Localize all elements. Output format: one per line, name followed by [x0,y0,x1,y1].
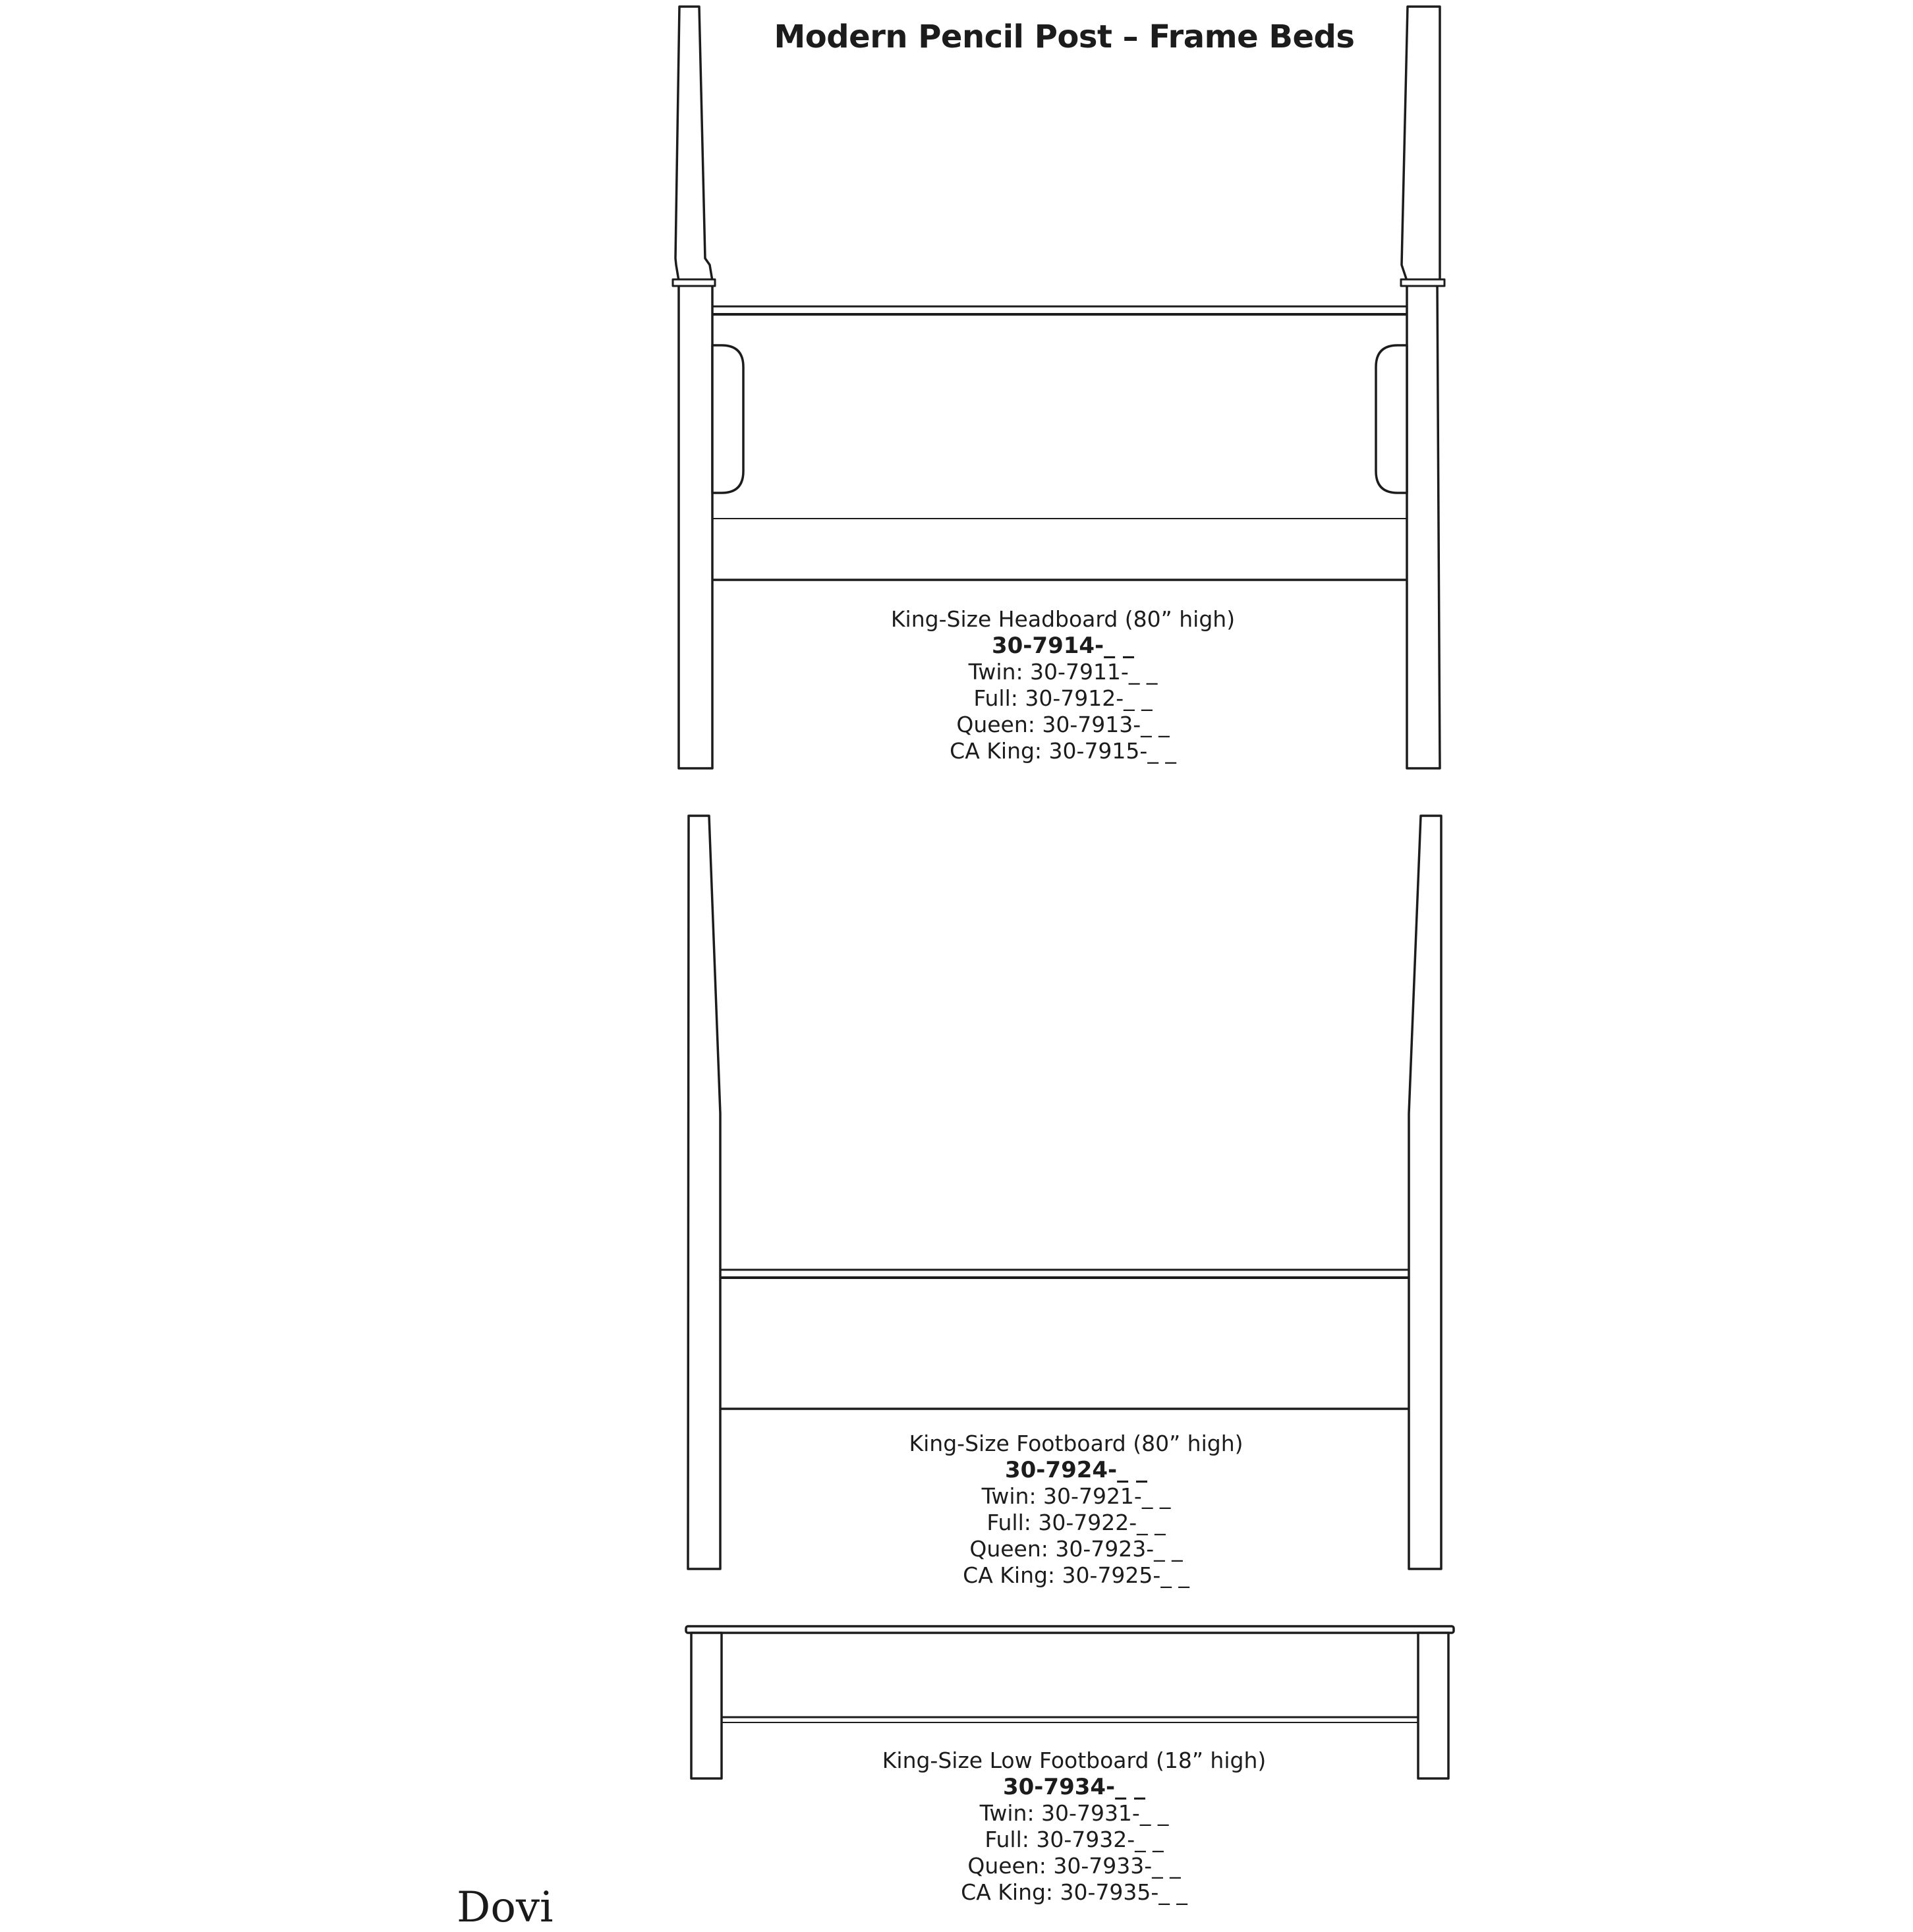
low-footboard-variant: Queen: 30-7933-_ _ [967,1853,1181,1879]
footboard-variant: CA King: 30-7925-_ _ [963,1562,1189,1588]
headboard-right-cutout [1376,345,1407,493]
low-footboard-cap [686,1626,1454,1633]
low-footboard-spec [811,1747,1338,1906]
headboard-right-collar [1401,279,1444,286]
footboard-variant: Full: 30-7922-_ _ [986,1510,1166,1535]
low-footboard-right-leg [1418,1633,1448,1778]
headboard-variant: Full: 30-7912-_ _ [973,685,1153,711]
low-footboard-code: 30-7934-_ _ [1002,1774,1145,1800]
headboard-variant: Twin: 30-7911-_ _ [968,659,1158,685]
headboard-variant: CA King: 30-7915-_ _ [950,738,1176,764]
low-footboard-left-leg [691,1633,722,1778]
low-footboard-variant: Twin: 30-7931-_ _ [979,1800,1169,1826]
low-footboard-variant: Full: 30-7932-_ _ [985,1827,1164,1852]
footboard-caption: King-Size Footboard (80” high) [909,1431,1243,1456]
footboard-code: 30-7924-_ _ [1004,1457,1147,1483]
headboard-left-post [675,7,712,768]
footboard-spec [813,1431,1340,1589]
footboard-variant: Queen: 30-7923-_ _ [969,1536,1183,1562]
headboard-left-collar [673,279,715,286]
low-footboard-caption: King-Size Low Footboard (18” high) [882,1747,1267,1773]
footboard-variant: Twin: 30-7921-_ _ [981,1483,1171,1509]
footboard-left-post [688,816,720,1569]
low-footboard-variant: CA King: 30-7935-_ _ [961,1879,1187,1905]
headboard-left-cutout [712,345,743,493]
headboard-code: 30-7914-_ _ [991,633,1134,659]
headboard-spec [799,606,1327,764]
brand-logo-fragment: Dovi [457,1883,554,1932]
headboard-variant: Queen: 30-7913-_ _ [956,712,1170,737]
page-title: Modern Pencil Post – Frame Beds [774,18,1355,55]
footboard-right-post [1409,816,1441,1569]
headboard-caption: King-Size Headboard (80” high) [890,606,1236,632]
